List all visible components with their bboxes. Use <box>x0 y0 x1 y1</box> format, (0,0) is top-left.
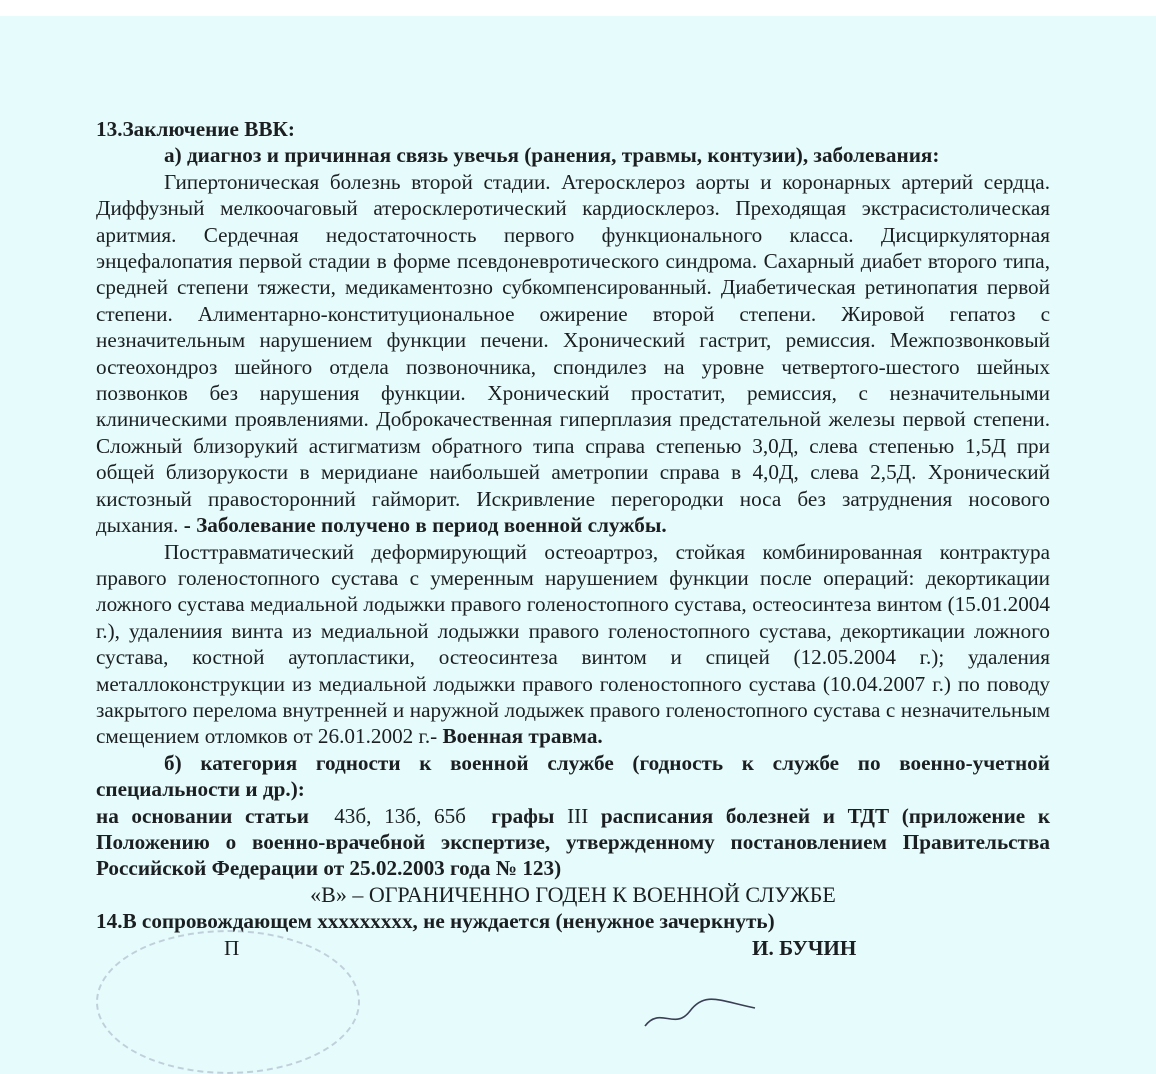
section-14: 14.В сопровождающем xxxxxxxxx, не нуждается (ненужное зачеркнуть) <box>96 909 775 934</box>
basis-label: на основании статьи <box>96 803 309 828</box>
legal-basis <box>96 803 1050 882</box>
trauma-conclusion: Военная травма. <box>442 724 603 749</box>
seal-stamp <box>96 930 360 1074</box>
scan-top-border <box>0 0 1156 16</box>
diagnosis-paragraph <box>96 169 1050 539</box>
basis-column-label: графы <box>491 803 555 828</box>
diagnosis-conclusion: - Заболевание получено в период военной службы. <box>183 513 667 538</box>
fitness-verdict: «В» – ОГРАНИЧЕННО ГОДЕН К ВОЕННОЙ СЛУЖБЕ <box>310 881 836 907</box>
handwritten-signature <box>640 996 760 1036</box>
section-b-heading: б) категория годности к военной службе (годность к службе по военно-учетной специальности и др.): <box>96 750 1050 802</box>
diagnosis-text: Гипертоническая болезнь второй стадии. Атеросклероз аорты и коронарных артерий сердца. Диффузный мелкоочаговый атеросклеротический кардиосклероз. Преходящая экстрасистолическая аритмия. Сердечная недостаточность первого функционального класса. Дисциркуляторная энцефалопатия первой стадии в форме псевдоневротического синдрома. Сахарный диабет второго типа, средней степени тяжести, медикаментозно субкомпенсированный. Диабетическая ретинопатия первой степени. Алиментарно-конституциональное ожирение второй степени. Жировой гепатоз с незначительным нарушением функции печени. Хронический гастрит, ремиссия. Межпозвонковый остеохондроз шейного отдела позвоночника, спондилез на уровне четвертого-шестого шейных позвонков без нарушения функции. Хронический простатит, ремиссия, с незначительными клиническими проявлениями. Доброкачественная гиперплазия предстательной железы первой степени. Сложный близорукий астигматизм обратного типа справа степенью 3,0Д, слева степенью 1,5Д при общей близорукости в меридиане наибольшей аметропии справа в 4,0Д, слева 2,5Д. Хронический кистозный правосторонний гайморит. Искривление перегородки носа без затруднения носового дыхания. <box>96 169 1050 538</box>
section-a-heading: а) диагноз и причинная связь увечья (ранения, травмы, контузии), заболевания: <box>164 143 940 168</box>
section-13-heading: 13.Заключение ВВК: <box>96 117 295 141</box>
trauma-paragraph <box>96 539 1050 750</box>
basis-column: III <box>567 803 589 828</box>
basis-articles: 43б, 13б, 65б <box>334 803 466 828</box>
trauma-text: Посттравматический деформирующий остеоартроз, стойкая комбинированная контрактура правого голеностопного сустава с умеренным нарушением функции после операций: декортикации ложного сустава медиальной лодыжки правого голеностопного сустава, остеосинтеза винтом (15.01.2004 г.), удалениия винта из медиальной лодыжки правого голеностопного сустава, декортикации ложного сустава, костной аутопластики, остеосинтеза винтом и спицей (12.05.2004 г.); удаления металлоконструкции из медиальной лодыжки правого голеностопного сустава (10.04.2007 г.) по поводу закрытого перелома внутренней и наружной лодыжек правого голеностопного сустава с незначительным смещением отломков от 26.01.2002 г.- <box>96 539 1050 749</box>
document-page <box>96 116 1050 961</box>
signature-line-start: П <box>224 935 240 960</box>
signer-name: И. БУЧИН <box>752 935 857 960</box>
basis-rest: расписания болезней и ТДТ (приложение к Положению о военно-врачебной экспертизе, утвержденному постановлением Правительства Российской Федерации от 25.02.2003 года № 123) <box>96 803 1051 881</box>
